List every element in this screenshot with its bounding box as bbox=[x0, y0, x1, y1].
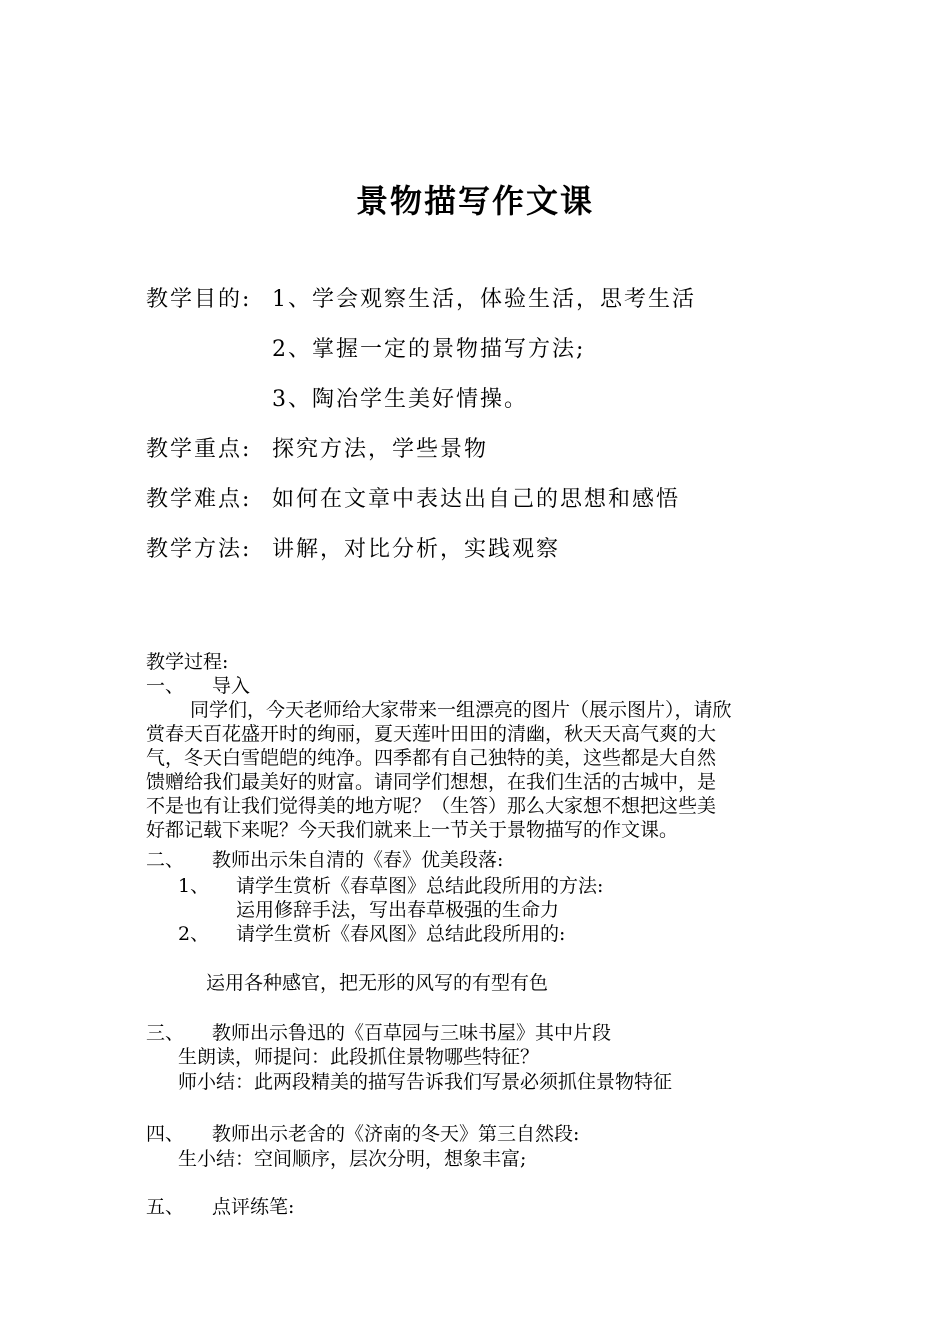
key-point-text: 探究方法，学些景物 bbox=[272, 437, 489, 462]
difficulty-label: 教学难点: bbox=[146, 487, 252, 512]
section-5-title: 点评练笔: bbox=[212, 1196, 295, 1218]
objective-2: 2、掌握一定的景物描写方法; bbox=[272, 337, 586, 362]
section-4-title: 教师出示老舍的《济南的冬天》第三自然段: bbox=[212, 1123, 580, 1145]
section-5-number: 五、 bbox=[146, 1196, 185, 1218]
intro-line: 馈赠给我们最美好的财富。请同学们想想，在我们生活的古城中，是 bbox=[146, 771, 717, 793]
intro-line: 气，冬天白雪皑皑的纯净。四季都有自己独特的美，这些都是大自然 bbox=[146, 747, 717, 769]
section-2-item-2-number: 2、 bbox=[178, 923, 210, 945]
process-heading: 教学过程: bbox=[146, 651, 229, 673]
section-2-item-2-answer: 运用各种感官，把无形的风写的有型有色 bbox=[206, 972, 549, 994]
intro-line: 不是也有让我们觉得美的地方呢？（生答）那么大家想不想把这些美 bbox=[146, 795, 717, 817]
section-1-title: 导入 bbox=[212, 675, 251, 697]
method-label: 教学方法: bbox=[146, 537, 252, 562]
objective-1: 1、学会观察生活，体验生活，思考生活 bbox=[272, 287, 696, 312]
key-point-label: 教学重点: bbox=[146, 437, 252, 462]
section-3-line-1: 生朗读，师提问：此段抓住景物哪些特征？ bbox=[178, 1046, 540, 1068]
objectives-label: 教学目的: bbox=[146, 287, 252, 312]
section-1-number: 一、 bbox=[146, 675, 185, 697]
section-2-number: 二、 bbox=[146, 849, 185, 871]
section-4-line-1: 生小结：空间顺序，层次分明，想象丰富; bbox=[178, 1148, 527, 1170]
difficulty-text: 如何在文章中表达出自己的思想和感悟 bbox=[272, 487, 681, 512]
section-2-item-1-number: 1、 bbox=[178, 875, 210, 897]
page-title: 景物描写作文课 bbox=[355, 182, 594, 220]
section-3-title: 教师出示鲁迅的《百草园与三味书屋》其中片段 bbox=[212, 1022, 612, 1044]
method-text: 讲解，对比分析，实践观察 bbox=[272, 537, 561, 562]
section-4-number: 四、 bbox=[146, 1123, 185, 1145]
intro-line: 赏春天百花盛开时的绚丽，夏天莲叶田田的清幽，秋天天高气爽的大 bbox=[146, 723, 717, 745]
intro-paragraph bbox=[146, 698, 812, 842]
objective-3: 3、陶冶学生美好情操。 bbox=[272, 387, 528, 412]
section-2-item-1-answer: 运用修辞手法，写出春草极强的生命力 bbox=[236, 899, 560, 921]
section-2-item-1: 请学生赏析《春草图》总结此段所用的方法: bbox=[236, 875, 604, 897]
section-3-line-2: 师小结：此两段精美的描写告诉我们写景必须抓住景物特征 bbox=[178, 1071, 673, 1093]
section-3-number: 三、 bbox=[146, 1022, 185, 1044]
intro-line: 好都记载下来呢？今天我们就来上一节关于景物描写的作文课。 bbox=[146, 819, 679, 841]
intro-line: 同学们，今天老师给大家带来一组漂亮的图片（展示图片），请欣 bbox=[190, 699, 732, 721]
section-2-item-2: 请学生赏析《春风图》总结此段所用的: bbox=[236, 923, 566, 945]
section-2-title: 教师出示朱自清的《春》优美段落: bbox=[212, 849, 504, 871]
